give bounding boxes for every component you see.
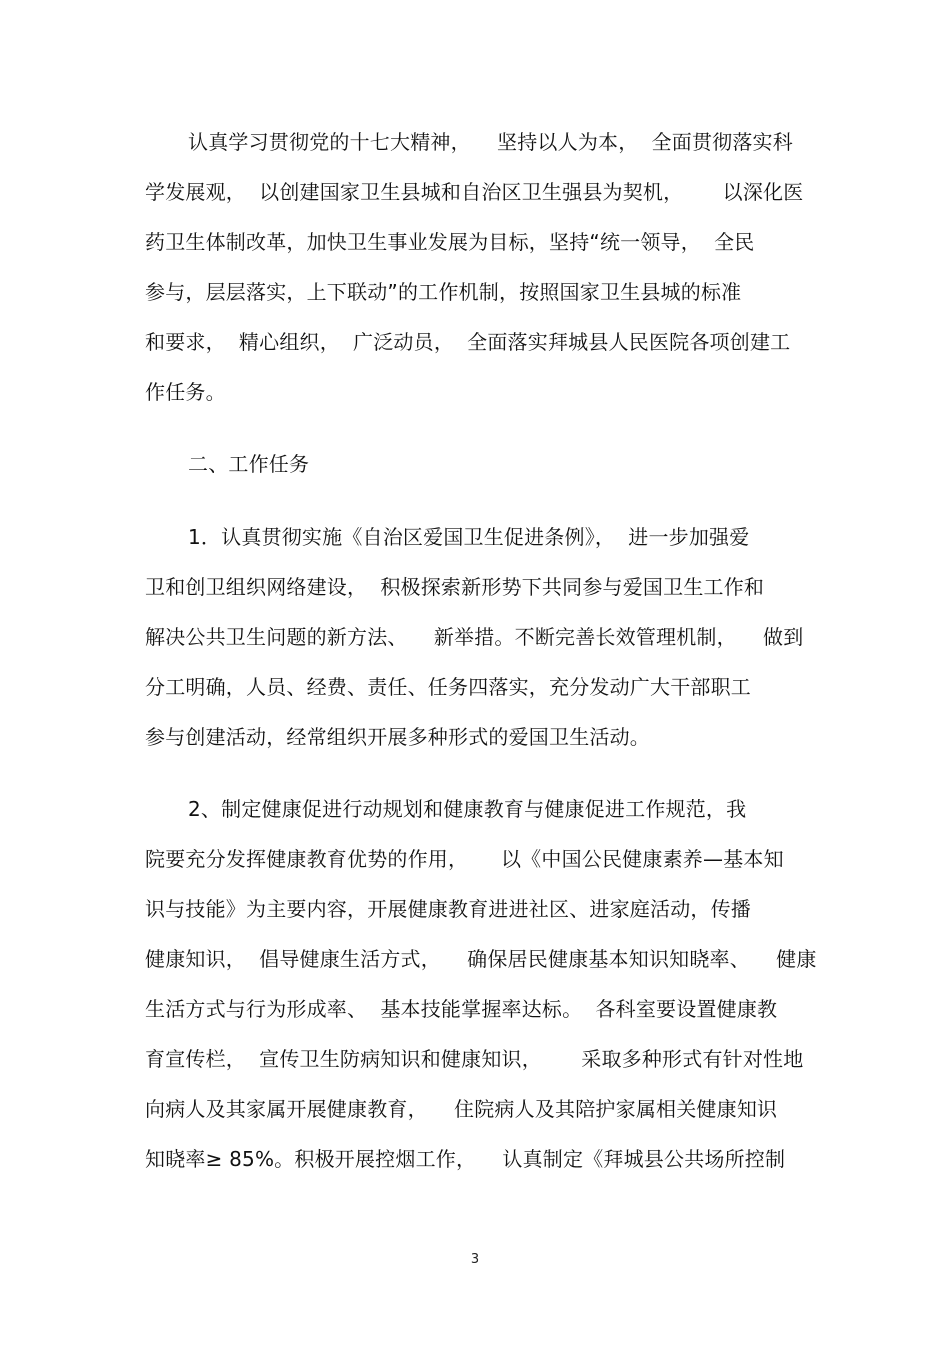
section-heading-work-tasks: 二、工作任务 [188,452,310,476]
paragraph-3-line-1: 2、制定健康促进行动规划和健康教育与健康促进工作规范，我 [188,797,747,821]
paragraph-2-line-3: 解决公共卫生问题的新方法、 新举措。不断完善长效管理机制， 做到 [145,625,804,649]
paragraph-1-line-1: 认真学习贯彻党的十七大精神， 坚持以人为本， 全面贯彻落实科 [188,130,793,154]
paragraph-1-line-6: 作任务。 [145,380,226,404]
page-number: 3 [470,1252,480,1267]
paragraph-3-line-5: 生活方式与行为形成率、 基本技能掌握率达标。 各科室要设置健康教 [145,997,778,1021]
paragraph-3-line-2: 院要充分发挥健康教育优势的作用， 以《中国公民健康素养—基本知 [145,847,784,871]
paragraph-1-line-3: 药卫生体制改革，加快卫生事业发展为目标，坚持“统一领导， 全民 [145,230,755,254]
paragraph-2-line-4: 分工明确，人员、经费、责任、任务四落实，充分发动广大干部职工 [145,675,751,699]
paragraph-1-line-4: 参与，层层落实，上下联动”的工作机制，按照国家卫生县城的标准 [145,280,742,304]
paragraph-3-line-3: 识与技能》为主要内容，开展健康教育进进社区、进家庭活动，传播 [145,897,751,921]
paragraph-3-line-8: 知晓率≥ 85%。积极开展控烟工作， 认真制定《拜城县公共场所控制 [145,1147,786,1171]
paragraph-2-line-1: 1．认真贯彻实施《自治区爱国卫生促进条例》， 进一步加强爱 [188,525,750,549]
paragraph-3-line-7: 向病人及其家属开展健康教育， 住院病人及其陪护家属相关健康知识 [145,1097,778,1121]
paragraph-2-line-5: 参与创建活动，经常组织开展多种形式的爱国卫生活动。 [145,725,650,749]
paragraph-3-line-4: 健康知识， 倡导健康生活方式， 确保居民健康基本知识知晓率、 健康 [145,947,817,971]
paragraph-1-line-2: 学发展观， 以创建国家卫生县城和自治区卫生强县为契机， 以深化医 [145,180,804,204]
paragraph-1-line-5: 和要求， 精心组织， 广泛动员， 全面落实拜城县人民医院各项创建工 [145,330,791,354]
paragraph-2-line-2: 卫和创卫组织网络建设， 积极探索新形势下共同参与爱国卫生工作和 [145,575,765,599]
paragraph-3-line-6: 育宣传栏， 宣传卫生防病知识和健康知识， 采取多种形式有针对性地 [145,1047,804,1071]
